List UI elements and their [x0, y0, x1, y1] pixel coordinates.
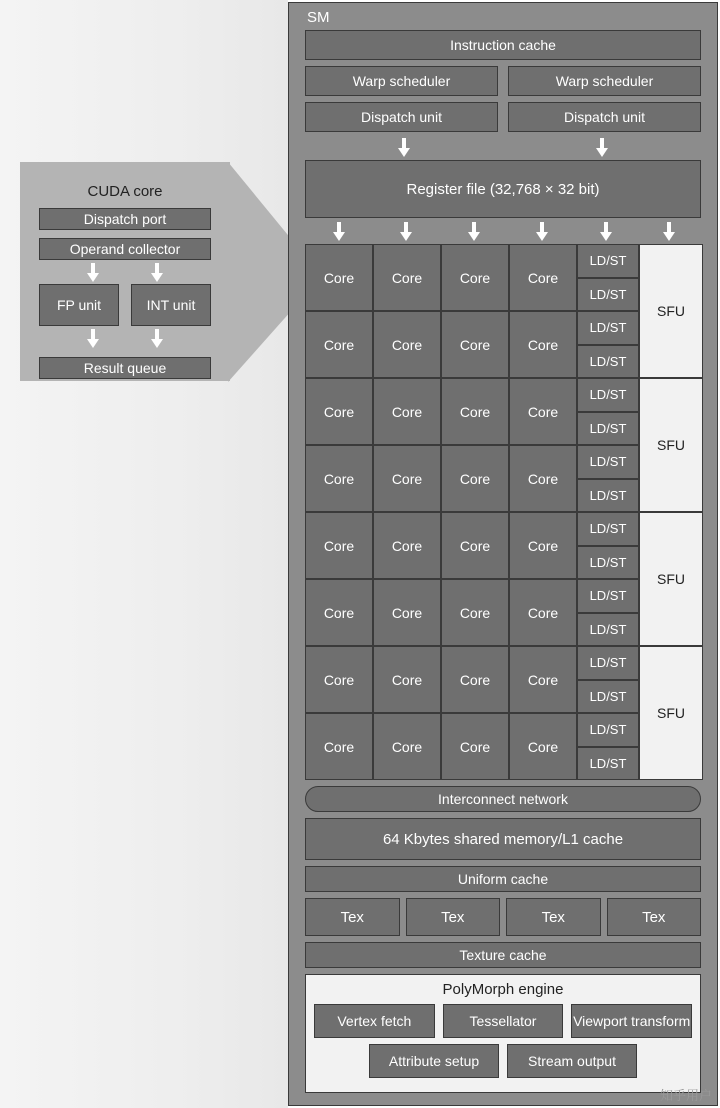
polymorph-stage: Tessellator	[443, 1004, 564, 1038]
cuda-core-cell: Core	[509, 445, 577, 512]
ldst-unit: LD/ST	[577, 680, 639, 714]
int-unit: INT unit	[131, 284, 211, 326]
operand-collector: Operand collector	[39, 238, 211, 260]
cuda-core-cell: Core	[373, 579, 441, 646]
cuda-core-cell: Core	[305, 579, 373, 646]
dispatch-unit-row	[305, 102, 701, 132]
ldst-unit: LD/ST	[577, 345, 639, 379]
ldst-unit: LD/ST	[577, 479, 639, 513]
arrow-down-icon	[535, 222, 549, 242]
uniform-cache: Uniform cache	[305, 866, 701, 892]
ldst-unit: LD/ST	[577, 579, 639, 613]
cuda-core-cell: Core	[509, 378, 577, 445]
ldst-unit: LD/ST	[577, 747, 639, 781]
cuda-core-cell: Core	[441, 445, 509, 512]
polymorph-stage: Stream output	[507, 1044, 637, 1078]
register-file: Register file (32,768 × 32 bit)	[305, 160, 701, 218]
interconnect-network: Interconnect network	[305, 786, 701, 812]
sfu-unit: SFU	[639, 378, 703, 512]
ldst-unit: LD/ST	[577, 244, 639, 278]
ldst-unit: LD/ST	[577, 378, 639, 412]
cuda-core-cell: Core	[373, 445, 441, 512]
arrow-down-icon	[399, 222, 413, 242]
arrow-down-icon	[595, 138, 609, 158]
arrow-slot	[576, 222, 638, 242]
cuda-core-cell: Core	[509, 512, 577, 579]
cuda-core-cell: Core	[305, 378, 373, 445]
sm-block	[288, 2, 718, 1106]
arrow-down-icon	[86, 263, 100, 283]
ldst-unit: LD/ST	[577, 445, 639, 479]
sfu-unit: SFU	[639, 646, 703, 780]
ldst-unit: LD/ST	[577, 546, 639, 580]
cuda-core-cell: Core	[305, 445, 373, 512]
cuda-core-cell: Core	[373, 244, 441, 311]
cuda-core-cell: Core	[509, 244, 577, 311]
cuda-core-cell: Core	[305, 311, 373, 378]
instruction-cache: Instruction cache	[305, 30, 701, 60]
dispatch-unit-right: Dispatch unit	[508, 102, 701, 132]
arrow-slot	[373, 222, 441, 242]
callout-arrows-top	[21, 263, 229, 283]
shared-memory-l1-cache: 64 Kbytes shared memory/L1 cache	[305, 818, 701, 860]
core-column	[373, 244, 441, 780]
ldst-unit: LD/ST	[577, 311, 639, 345]
arrow-down-icon	[332, 222, 346, 242]
ldst-unit: LD/ST	[577, 412, 639, 446]
polymorph-stage: Viewport transform	[571, 1004, 692, 1038]
texture-unit: Tex	[607, 898, 702, 936]
fp-unit: FP unit	[39, 284, 119, 326]
arrow-down-icon	[150, 329, 164, 349]
warp-scheduler-left: Warp scheduler	[305, 66, 498, 96]
cuda-unit-row	[21, 284, 229, 326]
ldst-unit: LD/ST	[577, 512, 639, 546]
sfu-column	[639, 244, 703, 780]
texture-unit: Tex	[506, 898, 601, 936]
cuda-core-cell: Core	[305, 646, 373, 713]
arrow-down-icon	[150, 263, 164, 283]
cuda-core-cell: Core	[373, 512, 441, 579]
result-queue: Result queue	[39, 357, 211, 379]
ldst-unit: LD/ST	[577, 278, 639, 312]
cuda-core-cell: Core	[305, 713, 373, 780]
arrow-down-icon	[86, 329, 100, 349]
cuda-core-cell: Core	[373, 713, 441, 780]
sfu-unit: SFU	[639, 512, 703, 646]
cuda-core-cell: Core	[441, 512, 509, 579]
core-column	[509, 244, 577, 780]
cuda-core-title: CUDA core	[87, 183, 163, 200]
cuda-core-cell: Core	[509, 646, 577, 713]
ldst-unit: LD/ST	[577, 713, 639, 747]
cuda-core-cell: Core	[509, 311, 577, 378]
arrow-down-icon	[397, 138, 411, 158]
arrow-slot	[305, 222, 373, 242]
polymorph-row-1	[314, 1004, 692, 1038]
sm-label: SM	[307, 9, 330, 26]
dispatch-unit-left: Dispatch unit	[305, 102, 498, 132]
dispatch-arrows	[305, 138, 701, 158]
cuda-core-cell: Core	[305, 512, 373, 579]
core-column	[441, 244, 509, 780]
core-column	[305, 244, 373, 780]
sfu-unit: SFU	[639, 244, 703, 378]
watermark: 知乎用户	[659, 1088, 712, 1103]
arrow-slot	[637, 222, 701, 242]
cuda-core-cell: Core	[441, 579, 509, 646]
cuda-core-cell: Core	[373, 311, 441, 378]
texture-unit: Tex	[305, 898, 400, 936]
cuda-core-cell: Core	[509, 579, 577, 646]
cuda-core-cell: Core	[373, 378, 441, 445]
warp-scheduler-row	[305, 66, 701, 96]
texture-unit: Tex	[406, 898, 501, 936]
arrow-slot	[508, 222, 576, 242]
cuda-core-cell: Core	[441, 713, 509, 780]
callout-arrows-bottom	[21, 329, 229, 349]
cuda-core-cell: Core	[373, 646, 441, 713]
callout-connector	[228, 162, 292, 382]
texture-cache: Texture cache	[305, 942, 701, 968]
polymorph-engine	[305, 974, 701, 1093]
cuda-core-cell: Core	[441, 311, 509, 378]
cuda-core-cell: Core	[441, 244, 509, 311]
cuda-core-callout	[20, 162, 230, 381]
core-grid	[305, 244, 701, 780]
arrow-down-icon	[467, 222, 481, 242]
cuda-core-cell: Core	[441, 378, 509, 445]
arrow-down-icon	[599, 222, 613, 242]
dispatch-port: Dispatch port	[39, 208, 211, 230]
polymorph-row-2	[314, 1044, 692, 1078]
cuda-core-cell: Core	[509, 713, 577, 780]
arrow-slot	[440, 222, 508, 242]
polymorph-stage: Vertex fetch	[314, 1004, 435, 1038]
texture-unit-row	[305, 898, 701, 936]
polymorph-stage: Attribute setup	[369, 1044, 499, 1078]
register-file-arrows	[305, 222, 701, 242]
cuda-core-cell: Core	[305, 244, 373, 311]
cuda-core-cell: Core	[441, 646, 509, 713]
warp-scheduler-right: Warp scheduler	[508, 66, 701, 96]
ldst-unit: LD/ST	[577, 613, 639, 647]
polymorph-title: PolyMorph engine	[442, 981, 564, 998]
arrow-down-icon	[662, 222, 676, 242]
ldst-unit: LD/ST	[577, 646, 639, 680]
ldst-column	[577, 244, 639, 780]
